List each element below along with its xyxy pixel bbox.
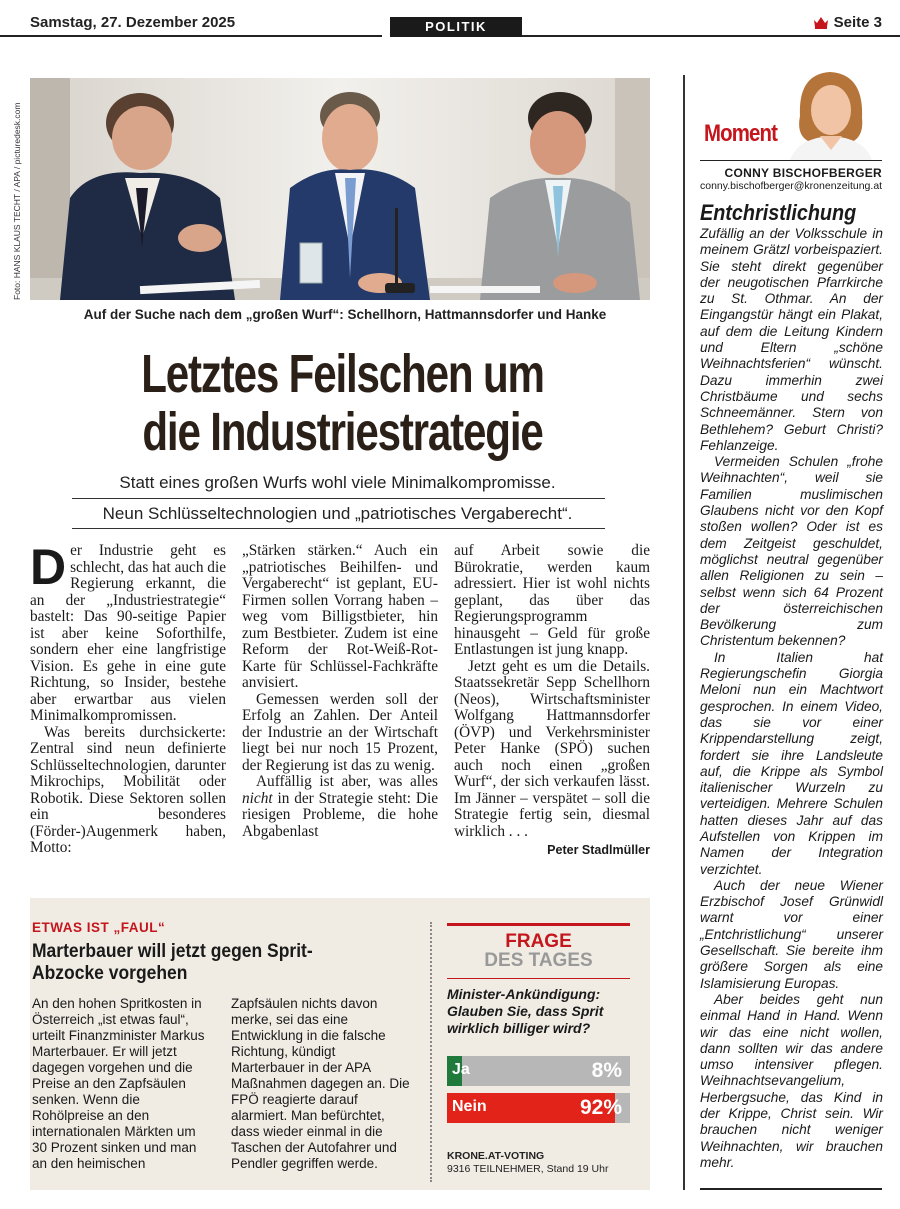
column-body xyxy=(700,226,883,1171)
poll-title: FRAGE xyxy=(505,931,572,952)
column-divider xyxy=(683,75,685,1190)
article-paragraph: Der Industrie geht es schlecht, das hat auch die Regierung erkannt, die an der „Industriestrategie“ bastelt: Das 90-seitige Papier ist aber keine Soforthilfe, sondern eher eine langfristige Vision. Es gehe in eine gute Richtung, so Insider, bestehe aber erwartbar aus vielen Minimalkompromissen. xyxy=(30,539,226,724)
page-number xyxy=(813,14,882,31)
author-portrait xyxy=(780,66,880,160)
article-paragraph: Auffällig ist aber, was alles nicht in der Strategie steht: Die riesigen Probleme, die hohe Abgabenlast xyxy=(242,773,438,840)
subheadline: Statt eines großen Wurfs wohl viele Minimalkompromisse. xyxy=(119,473,556,492)
article-column-3 xyxy=(454,543,650,859)
subheadline-rule xyxy=(72,528,605,529)
box-kicker: ETWAS IST „FAUL“ xyxy=(32,920,166,935)
headline-line: Letztes Feilschen um xyxy=(141,344,544,404)
box-headline: Marterbauer will jetzt gegen Sprit-Abzocke vorgehen xyxy=(32,941,313,984)
article-paragraph: Jetzt geht es um die Details. Staatssekretär Sepp Schellhorn (Neos), Wirtschaftsminister Wolfgang Hattmannsdorfer (ÖVP) und Verkehrsminister Peter Hanke (SPÖ) suchen auch noch einen „großen Wurf“, der sich verkaufen lässt. Im Jänner – verspätet – soll die Strategie fertig sein, diesmal wirklich . . . xyxy=(454,657,650,840)
column-title: Entchristlichung xyxy=(700,200,857,225)
poll-option-label: Ja xyxy=(452,1061,470,1078)
drop-cap: D xyxy=(30,539,67,595)
poll-question: Minister-Ankündigung: Glauben Sie, dass Sprit wirklich billiger wird? xyxy=(447,986,604,1036)
press-conference-illustration xyxy=(30,78,650,300)
column-label: Moment xyxy=(704,120,778,147)
issue-date: Samstag, 27. Dezember 2025 xyxy=(30,14,236,31)
section-label: POLITIK xyxy=(390,17,522,37)
subheadline-rule xyxy=(72,498,605,499)
column-paragraph: In Italien hat Regierungschefin Giorgia Meloni nun ein Machtwort gesprochen. In einem Video, das sie vor einer Krippendarstellung zeigt, fordert sie ihre Landsleute auf, die Krippe als Symbol italienischer Wurzeln zu verteidigen. Mehrere Schulen hatten dieses Jahr auf das Aufstellen von Krippen im Namen der Integration verzichtet. xyxy=(700,649,883,877)
photo-caption: Auf der Suche nach dem „großen Wurf“: Schellhorn, Hattmannsdorfer und Hanke xyxy=(83,307,607,322)
header-rule xyxy=(522,35,900,37)
poll-bar-yes xyxy=(447,1056,630,1086)
page-number-label: Seite 3 xyxy=(833,14,882,31)
poll-title: DES TAGES xyxy=(484,950,593,971)
column-rule xyxy=(700,160,882,161)
article-column-2 xyxy=(242,543,438,840)
poll-option-percent: 92% xyxy=(579,1096,622,1119)
column-rule xyxy=(700,1188,882,1190)
article-column-1 xyxy=(30,539,226,857)
headline-line: die Industriestrategie xyxy=(142,402,543,462)
poll-participants: 9316 TEILNEHMER, Stand 19 Uhr xyxy=(447,1163,609,1175)
column-paragraph: Vermeiden Schulen „frohe Weihnachten“, weil sie Familien muslimischen Glaubens nicht vor den Kopf stoßen wollen? Oder ist es dem Zeitgeist geschuldet, möglichst neutral gegenüber allen Religionen zu sein – selbst wenn sich 64 Prozent der österreichischen Bevölkerung zum Christentum bekennen? xyxy=(700,454,883,649)
header-rule xyxy=(0,35,382,37)
article-paragraph: Was bereits durchsickerte: Zentral sind neun definierte Schlüsseltechnologien, darunter Mikrochips, Mobilität oder Robotik. Diese Sektoren sollen ein besonderes (Förder-)Augenmerk haben, Motto: xyxy=(30,723,226,856)
column-author-email[interactable]: conny.bischofberger@kronenzeitung.at xyxy=(700,180,883,192)
poll-option-percent: 8% xyxy=(591,1059,622,1082)
subheadline: Neun Schlüsseltechnologien und „patriotisches Vergaberecht“. xyxy=(102,504,573,523)
poll-source: KRONE.AT-VOTING xyxy=(447,1150,545,1162)
article-paragraph: auf Arbeit sowie die Bürokratie, werden kaum adressiert. Hier ist wohl nichts geplant, das über das Regierungsprogramm hinausgeht – Geld für große Entlastungen ist jung knapp. xyxy=(454,542,650,658)
column-paragraph: Auch der neue Wiener Erzbischof Josef Grünwidl warnt vor einer „Entchristlichung“ unserer Gesellschaft. Sie bereite ihm größere Sorgen als eine Islamisierung Europas. xyxy=(700,877,883,991)
photo-credit: Foto: HANS KLAUS TECHT / APA / picturedesk.com xyxy=(12,102,22,300)
poll-rule xyxy=(447,978,630,979)
article-paragraph: „Stärken stärken.“ Auch ein „patriotisches Beihilfen- und Vergaberecht“ ist geplant, EU-Firmen sollen Vorrang haben – weg vom Billigstbieter, hin zum Bestbieter. Zudem ist eine Reform der Rot-Weiß-Rot-Karte für Schlüssel-Fachkräfte anvisiert. xyxy=(242,542,438,691)
box-text-column: An den hohen Spritkosten in Österreich „ist etwas faul“, urteilt Finanzminister Markus Marterbauer. Er will jetzt dagegen vorgehen und die Preise an den Zapfsäulen senken. Wenn die Rohölpreise an den internationalen Märkten um 30 Prozent sinken und man an den heimischen xyxy=(32,996,205,1171)
box-text-column: Zapfsäulen nichts davon merke, sei das eine Entwicklung in die falsche Richtung, kündigt Marterbauer in der APA Maßnahmen dagegen an. Die FPÖ reagierte darauf alarmiert. Man befürchtet, dass wieder einmal in die Taschen der Autofahrer und Pendler gegriffen werde. xyxy=(231,996,410,1171)
article-paragraph: Gemessen werden soll der Erfolg an Zahlen. Der Anteil der Industrie an der Wirtschaft liegt bei nur noch 15 Prozent, der Regierung ist das zu wenig. xyxy=(242,690,438,774)
emphasis: nicht xyxy=(242,789,273,807)
column-paragraph: Aber beides geht nun einmal Hand in Hand. Wenn wir das eine nicht wollen, dann sollten wir das andere umso intensiver pflegen. Weihnachtsevangelium, Herbergsuche, das Kind in der Krippe, Christ sein. Wir brauchen nicht weniger Weihnachten, wir brauchen mehr. xyxy=(700,991,883,1170)
poll-bar-no xyxy=(447,1093,630,1123)
poll-option-label: Nein xyxy=(452,1098,487,1115)
box-divider xyxy=(430,922,432,1182)
column-paragraph: Zufällig an der Volksschule in meinem Grätzl vorbeispaziert. Sie steht direkt gegenüber der neugotischen Pfarrkirche zu St. Othmar. An der Eingangstür hängt ein Plakat, auf dem die Leitung Kindern und Eltern „schöne Weihnachtsferien“ wünscht. Dazu immerhin zwei Christbäume und sechs Schneemänner. Stern von Bethlehem? Geburt Christi? Fehlanzeige. xyxy=(700,226,883,453)
crown-icon xyxy=(813,16,829,29)
column-author-name: CONNY BISCHOFBERGER xyxy=(724,166,882,180)
article-headline xyxy=(107,345,579,461)
article-photo xyxy=(30,78,650,300)
poll-rule xyxy=(447,923,630,926)
article-author: Peter Stadlmüller xyxy=(547,843,650,857)
